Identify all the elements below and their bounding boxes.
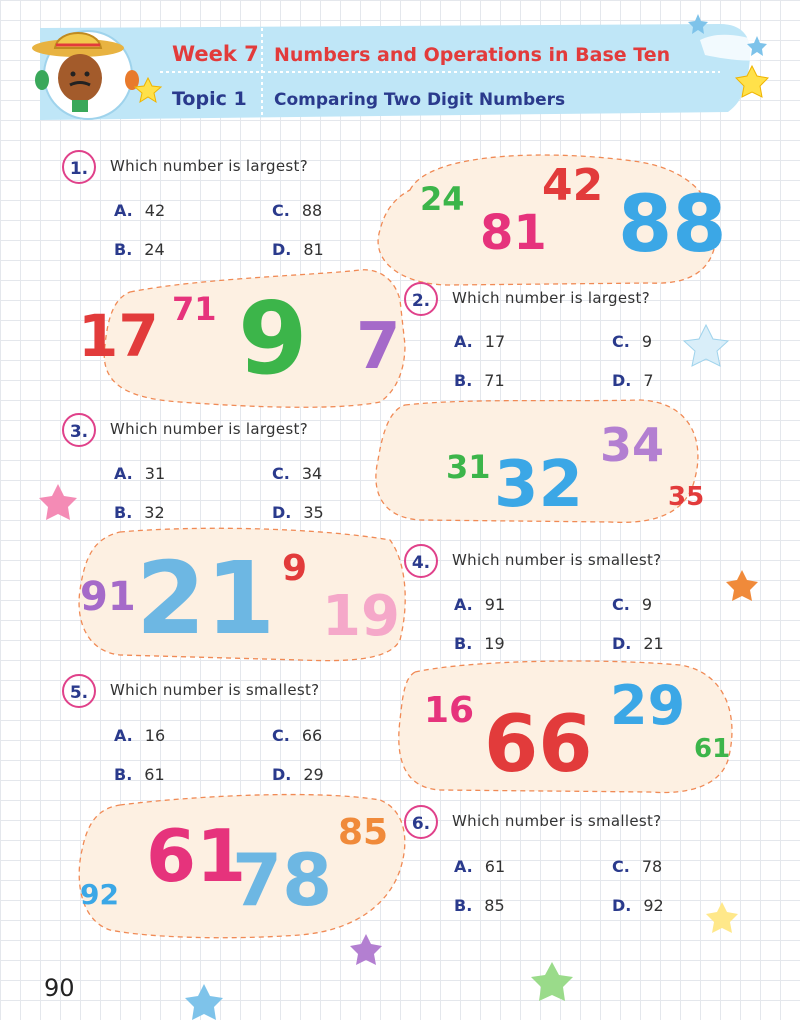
- option-d[interactable]: D. 29: [272, 765, 324, 784]
- week-title: Numbers and Operations in Base Ten: [274, 44, 671, 66]
- illustration-number: 9: [238, 280, 308, 397]
- illustration-number: 85: [338, 812, 389, 853]
- star-icon: [531, 962, 573, 1001]
- option-c[interactable]: C. 88: [272, 201, 323, 220]
- star-icon: [688, 14, 708, 34]
- illustration-number: 92: [80, 878, 119, 911]
- illustration-number: 42: [542, 160, 604, 211]
- question-text: Which number is largest?: [110, 420, 308, 438]
- page-number: 90: [44, 974, 75, 1002]
- option-c[interactable]: C. 9: [612, 332, 653, 351]
- option-c[interactable]: C. 66: [272, 726, 323, 745]
- question-number: 2.: [404, 282, 438, 316]
- illustration-number: 29: [610, 674, 686, 737]
- illustration-number: 24: [420, 180, 465, 218]
- question-text: Which number is smallest?: [110, 681, 320, 699]
- option-c[interactable]: C. 78: [612, 857, 663, 876]
- option-d[interactable]: D. 81: [272, 240, 324, 259]
- option-d[interactable]: D. 92: [612, 896, 664, 915]
- question-number: 1.: [62, 150, 96, 184]
- star-icon: [39, 484, 77, 520]
- illustration-number: 16: [424, 690, 475, 731]
- question-text: Which number is largest?: [452, 289, 650, 307]
- option-c[interactable]: C. 34: [272, 464, 323, 483]
- option-a[interactable]: A. 42: [114, 201, 166, 220]
- option-a[interactable]: A. 17: [454, 332, 506, 351]
- option-b[interactable]: B. 85: [454, 896, 505, 915]
- star-icon: [726, 570, 758, 601]
- illustration-number: 66: [484, 700, 593, 790]
- week-label: Week 7: [172, 42, 259, 66]
- option-b[interactable]: B. 61: [114, 765, 165, 784]
- option-a[interactable]: A. 31: [114, 464, 166, 483]
- illustration-number: 21: [136, 540, 276, 657]
- option-b[interactable]: B. 24: [114, 240, 165, 259]
- topic-title: Comparing Two Digit Numbers: [274, 90, 566, 110]
- star-icon: [706, 902, 738, 933]
- question-number: 3.: [62, 413, 96, 447]
- illustration-number: 31: [446, 448, 491, 486]
- option-c[interactable]: C. 9: [612, 595, 653, 614]
- question-number: 5.: [62, 674, 96, 708]
- illustration-number: 17: [78, 302, 159, 370]
- question-text: Which number is smallest?: [452, 812, 662, 830]
- option-a[interactable]: A. 61: [454, 857, 506, 876]
- illustration-number: 34: [600, 418, 665, 472]
- question-number: 6.: [404, 805, 438, 839]
- option-b[interactable]: B. 71: [454, 371, 505, 390]
- option-a[interactable]: A. 16: [114, 726, 166, 745]
- question-text: Which number is smallest?: [452, 551, 662, 569]
- illustration-number: 78: [232, 838, 333, 922]
- illustration-number: 9: [282, 548, 308, 589]
- star-icon: [747, 36, 767, 56]
- star-icon: [684, 325, 728, 366]
- illustration-number: 61: [146, 814, 247, 898]
- illustration-number: 91: [80, 574, 136, 620]
- illustration-number: 32: [494, 448, 584, 522]
- question-text: Which number is largest?: [110, 157, 308, 175]
- star-icon: [350, 934, 382, 965]
- star-icon: [185, 984, 223, 1020]
- option-d[interactable]: D. 21: [612, 634, 664, 653]
- illustration-number: 71: [172, 290, 217, 328]
- illustration-number: 81: [480, 205, 547, 261]
- option-d[interactable]: D. 35: [272, 503, 324, 522]
- illustration-number: 35: [668, 482, 705, 512]
- option-b[interactable]: B. 32: [114, 503, 165, 522]
- illustration-number: 61: [694, 734, 731, 764]
- option-b[interactable]: B. 19: [454, 634, 505, 653]
- question-number: 4.: [404, 544, 438, 578]
- star-icon: [736, 66, 768, 97]
- illustration-number: 88: [618, 180, 727, 270]
- option-d[interactable]: D. 7: [612, 371, 654, 390]
- illustration-number: 7: [356, 310, 401, 384]
- option-a[interactable]: A. 91: [454, 595, 506, 614]
- topic-label: Topic 1: [172, 88, 247, 110]
- illustration-number: 19: [322, 584, 400, 649]
